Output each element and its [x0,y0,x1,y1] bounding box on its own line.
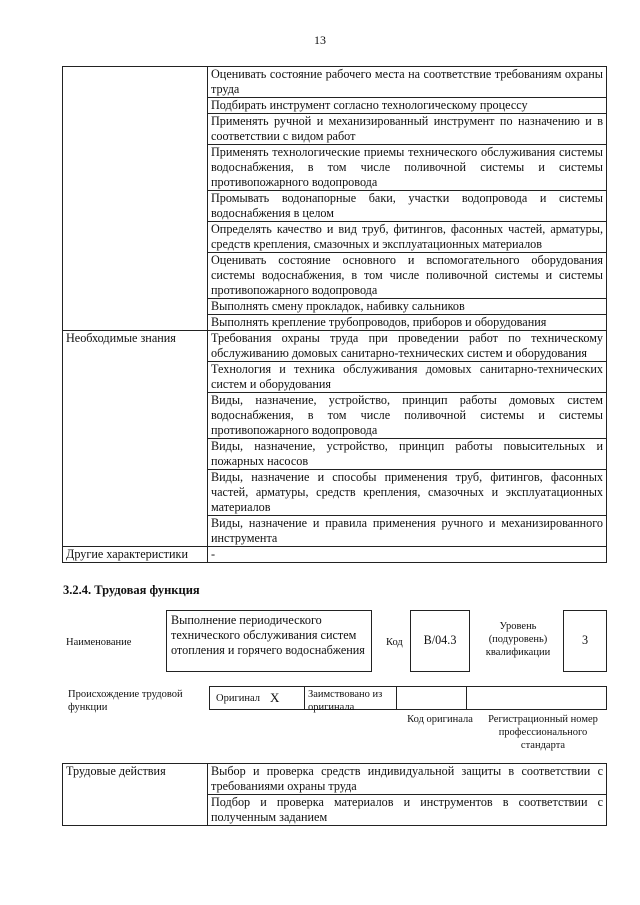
knowledge-row: Требования охраны труда при проведении работ по техническому обслуживанию домовых санитарно-технических систем и оборудования [208,331,607,362]
function-code-box: В/04.3 [410,610,470,672]
reg-number-label: Регистрационный номер профессионального стандарта [488,714,598,751]
code-origin-cell [397,687,467,709]
original-label: Оригинал [216,692,260,704]
knowledge-row: Виды, назначение, устройство, принцип работы домовых систем водоснабжения, в том числе поливочной системы и системы противопожарного водопровода [208,393,607,439]
knowledge-row: Виды, назначение и правила применения ручного и механизированного инструмента [208,516,607,547]
knowledge-row: Технология и техника обслуживания домовых санитарно-технических систем и оборудования [208,362,607,393]
other-characteristics-label: Другие характеристики [63,547,208,563]
skill-row: Определять качество и вид труб, фитингов, фасонных частей, арматуры, средств крепления, смазочных и эксплуатационных материалов [208,222,607,253]
original-mark: X [270,690,280,705]
page-number: 13 [314,33,326,47]
code-label: Код [386,637,403,648]
skill-row: Оценивать состояние основного и вспомогательного оборудования системы водоснабжения, в том числе поливочной системы и системы противопожарного водопровода [208,253,607,299]
skills-knowledge-table [62,66,607,563]
origin-label: Происхождение трудовой функции [68,689,183,713]
level-label: Уровень (подуровень) квалификации [485,621,551,658]
other-characteristics-value: - [208,547,607,563]
level-value-box: 3 [563,610,607,672]
labor-actions-table [62,763,607,826]
action-row: Подбор и проверка материалов и инструментов в соответствии с полученным заданием [208,795,607,826]
code-origin-label: Код оригинала [407,714,473,725]
knowledge-row: Виды, назначение, устройство, принцип работы повысительных и пожарных насосов [208,439,607,470]
skill-row: Выполнять крепление трубопроводов, приборов и оборудования [208,315,607,331]
section-title: 3.2.4. Трудовая функция [63,583,200,597]
action-row: Выбор и проверка средств индивидуальной защиты в соответствии с требованиями охраны труда [208,764,607,795]
skill-row: Подбирать инструмент согласно технологическому процессу [208,98,607,114]
actions-label: Трудовые действия [63,764,208,795]
original-cell [210,687,305,709]
origin-row [209,686,607,713]
skill-row: Промывать водонапорные баки, участки водопровода и системы водоснабжения в целом [208,191,607,222]
skill-row: Выполнять смену прокладок, набивку сальников [208,299,607,315]
knowledge-label: Необходимые знания [63,331,208,362]
skill-row: Оценивать состояние рабочего места на соответствие требованиям охраны труда [208,67,607,98]
function-name-box: Выполнение периодического технического обслуживания систем отопления и горячего водоснабжения [166,610,372,672]
borrowed-label: Заимствовано из оригинала [305,687,397,709]
knowledge-row: Виды, назначение и способы применения труб, фитингов, фасонных частей, арматуры, средств крепления, смазочных и эксплуатационных материалов [208,470,607,516]
skill-row: Применять ручной и механизированный инструмент по назначению и в соответствии с видом работ [208,114,607,145]
skill-row: Применять технологические приемы технического обслуживания системы водоснабжения, в том числе поливочной системы и системы противопожарного водопровода [208,145,607,191]
skills-label-cell [63,67,208,98]
reg-number-cell [467,687,606,709]
name-label: Наименование [66,637,132,648]
